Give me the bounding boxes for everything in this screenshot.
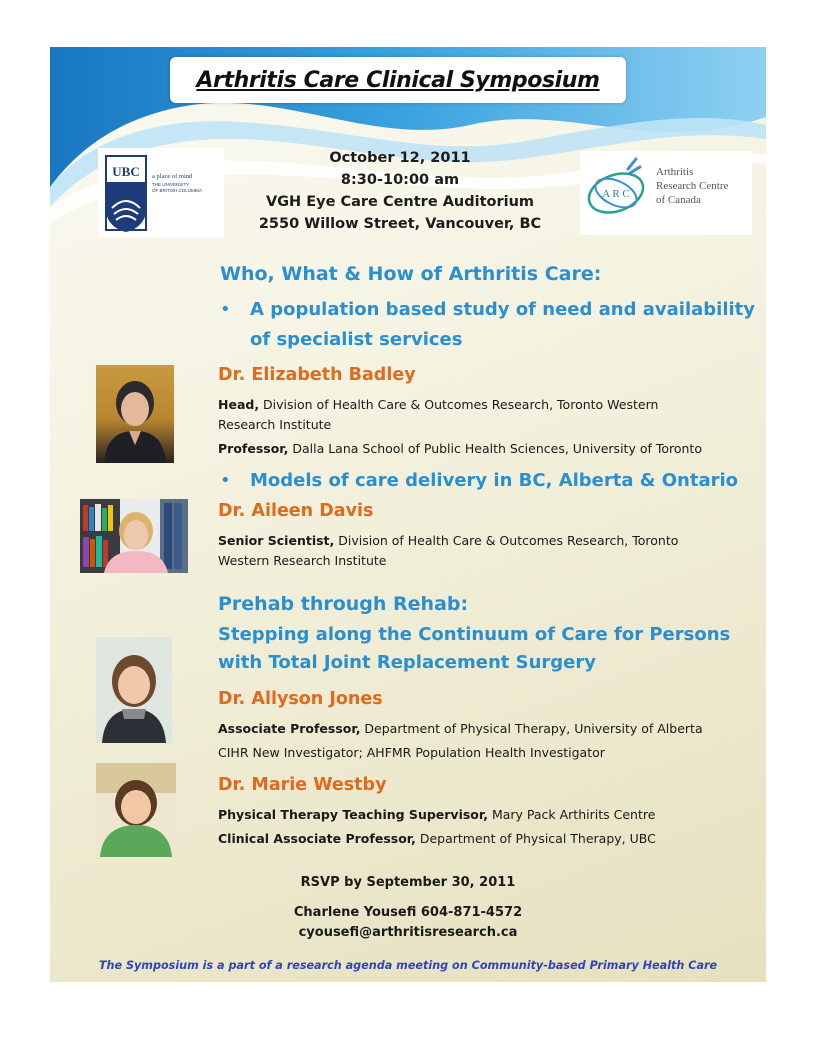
speaker2-name: Dr. Aileen Davis (218, 501, 374, 521)
ubc-crest-icon (98, 148, 224, 238)
event-venue: VGH Eye Care Centre Auditorium (265, 194, 535, 210)
section2-subheading-line2: with Total Joint Replacement Surgery (218, 652, 596, 673)
speaker3-role2: CIHR New Investigator; AHFMR Population Health Investigator (218, 745, 605, 760)
section1-bullet1-line2: of specialist services (250, 329, 463, 350)
arc-mark-text: A R C (602, 188, 630, 200)
rsvp-contact: Charlene Yousefi 604-871-4572 (293, 905, 523, 920)
speaker3-name: Dr. Allyson Jones (218, 689, 383, 709)
speaker2-role1-title: Senior Scientist, (218, 533, 335, 548)
poster (50, 47, 766, 982)
speaker2-role1-text: Division of Health Care & Outcomes Research, Toronto (334, 533, 679, 548)
poster-title: Arthritis Care Clinical Symposium (196, 67, 600, 93)
section2-subheading-line1: Stepping along the Continuum of Care for Persons (218, 624, 731, 645)
arc-emblem-icon (580, 151, 752, 235)
ubc-name-line2: OF BRITISH COLUMBIA (152, 188, 203, 193)
speaker1-role1-line2: Research Institute (218, 417, 332, 432)
speaker-photo-westby (96, 763, 176, 857)
speaker4-role2-title: Clinical Associate Professor, (218, 831, 416, 846)
speaker4-role2 (218, 829, 656, 849)
arc-logo (580, 151, 752, 235)
event-time: 8:30-10:00 am (340, 172, 460, 188)
speaker-photo-jones (96, 637, 172, 743)
speaker-photo-badley (96, 365, 174, 463)
arc-name-line1: Arthritis (656, 166, 694, 178)
bullet-icon: • (220, 470, 231, 491)
speaker1-role2-title: Professor, (218, 441, 289, 456)
section1-bullet2: Models of care delivery in BC, Alberta & Ontario (250, 470, 739, 491)
speaker2-role1-line2: Western Research Institute (218, 553, 387, 568)
ubc-logo (98, 148, 224, 238)
ubc-name-line1: THE UNIVERSITY (152, 182, 190, 187)
speaker1-role1 (218, 395, 658, 415)
arc-name-line3: of Canada (656, 194, 701, 206)
speaker1-role2 (218, 439, 702, 459)
section2-heading: Prehab through Rehab: (218, 593, 469, 615)
rsvp-email[interactable]: cyousefi@arthritisresearch.ca (298, 925, 518, 940)
speaker4-role1-title: Physical Therapy Teaching Supervisor, (218, 807, 488, 822)
speaker4-role2-text: Department of Physical Therapy, UBC (415, 831, 656, 846)
speaker4-role1-text: Mary Pack Arthirits Centre (487, 807, 656, 822)
rsvp-line: RSVP by September 30, 2011 (300, 875, 516, 890)
speaker1-name: Dr. Elizabeth Badley (218, 365, 416, 385)
speaker2-role1 (218, 531, 678, 551)
speaker3-role1-text: Department of Physical Therapy, University of Alberta (360, 721, 703, 736)
speaker1-role1-text: Division of Health Care & Outcomes Research, Toronto Western (259, 397, 659, 412)
arc-name-line2: Research Centre (656, 180, 729, 192)
speaker4-name: Dr. Marie Westby (218, 775, 387, 795)
speaker3-role1-title: Associate Professor, (218, 721, 361, 736)
footer-note: The Symposium is a part of a research agenda meeting on Community-based Primary Health Care (98, 959, 718, 972)
event-date: October 12, 2011 (329, 150, 471, 166)
speaker1-role2-text: Dalla Lana School of Public Health Sciences, University of Toronto (288, 441, 702, 456)
ubc-mark-text: UBC (112, 164, 140, 179)
section1-heading: Who, What & How of Arthritis Care: (220, 263, 602, 285)
bullet-icon: • (220, 299, 231, 320)
speaker4-role1 (218, 805, 655, 825)
speaker-photo-davis (80, 499, 188, 573)
section1-bullet1-line1: A population based study of need and availability (250, 299, 756, 320)
event-info (250, 147, 550, 235)
speaker3-role1 (218, 719, 703, 739)
ubc-tagline: a place of mind (152, 173, 193, 180)
speaker1-role1-title: Head, (218, 397, 260, 412)
event-address: 2550 Willow Street, Vancouver, BC (258, 216, 542, 232)
title-box (170, 57, 626, 103)
